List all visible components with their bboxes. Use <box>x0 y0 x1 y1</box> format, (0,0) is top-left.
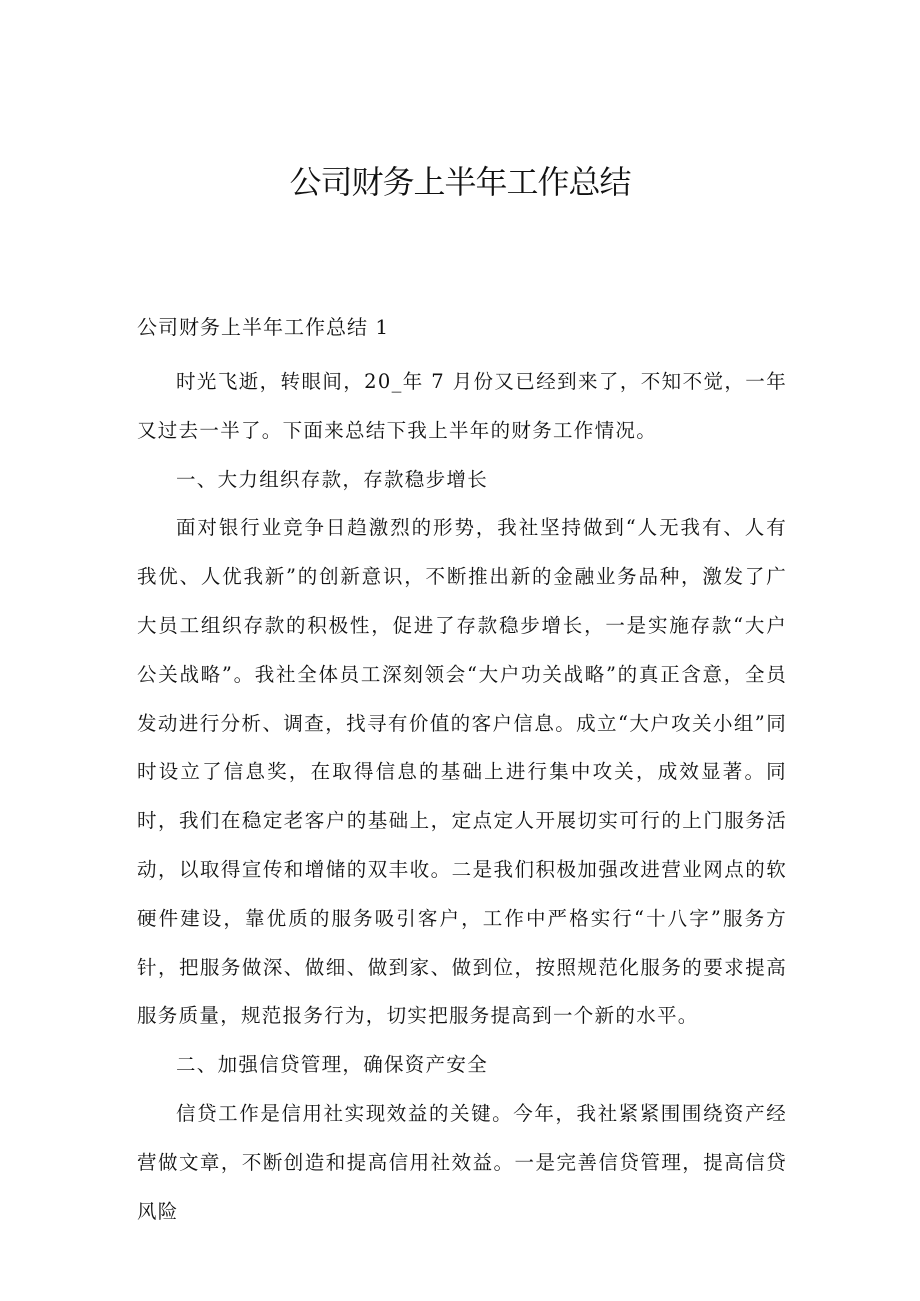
document-title: 公司财务上半年工作总结 <box>289 163 631 201</box>
paragraph-credit: 信贷工作是信用社实现效益的关键。今年，我社紧紧围围绕资产经营做文章，不断创造和提高信用社效益。一是完善信贷管理，提高信贷风险 <box>137 1101 787 1223</box>
paragraph-intro: 时光飞逝，转眼间，20_年 7 月份又已经到来了，不知不觉，一年又过去一半了。下面来总结下我上半年的财务工作情况。 <box>137 370 787 442</box>
document-body <box>137 358 787 1236</box>
section-heading: 公司财务上半年工作总结 1 <box>137 315 390 339</box>
paragraph-heading-2: 二、加强信贷管理，确保资产安全 <box>176 1053 489 1077</box>
paragraph-deposits: 面对银行业竞争日趋激烈的形势，我社坚持做到“人无我有、人有我优、人优我新”的创新意识，不断推出新的金融业务品种，激发了广大员工组织存款的积极性，促进了存款稳步增长，一是实施存款“大户公关战略”。我社全体员工深刻领会“大户功关战略”的真正含意，全员发动进行分析、调查，找寻有价值的客户信息。成立“大户攻关小组”同时设立了信息奖，在取得信息的基础上进行集中攻关，成效显著。同时，我们在稳定老客户的基础上，定点定人开展切实可行的上门服务活动，以取得宣传和增储的双丰收。二是我们积极加强改进营业网点的软硬件建设，靠优质的服务吸引客户，工作中严格实行“十八字”服务方针，把服务做深、做细、做到家、做到位，按照规范化服务的要求提高服务质量，规范报务行为，切实把服务提高到一个新的水平。 <box>137 516 787 1028</box>
paragraph-heading-1: 一、大力组织存款，存款稳步增长 <box>176 467 489 491</box>
